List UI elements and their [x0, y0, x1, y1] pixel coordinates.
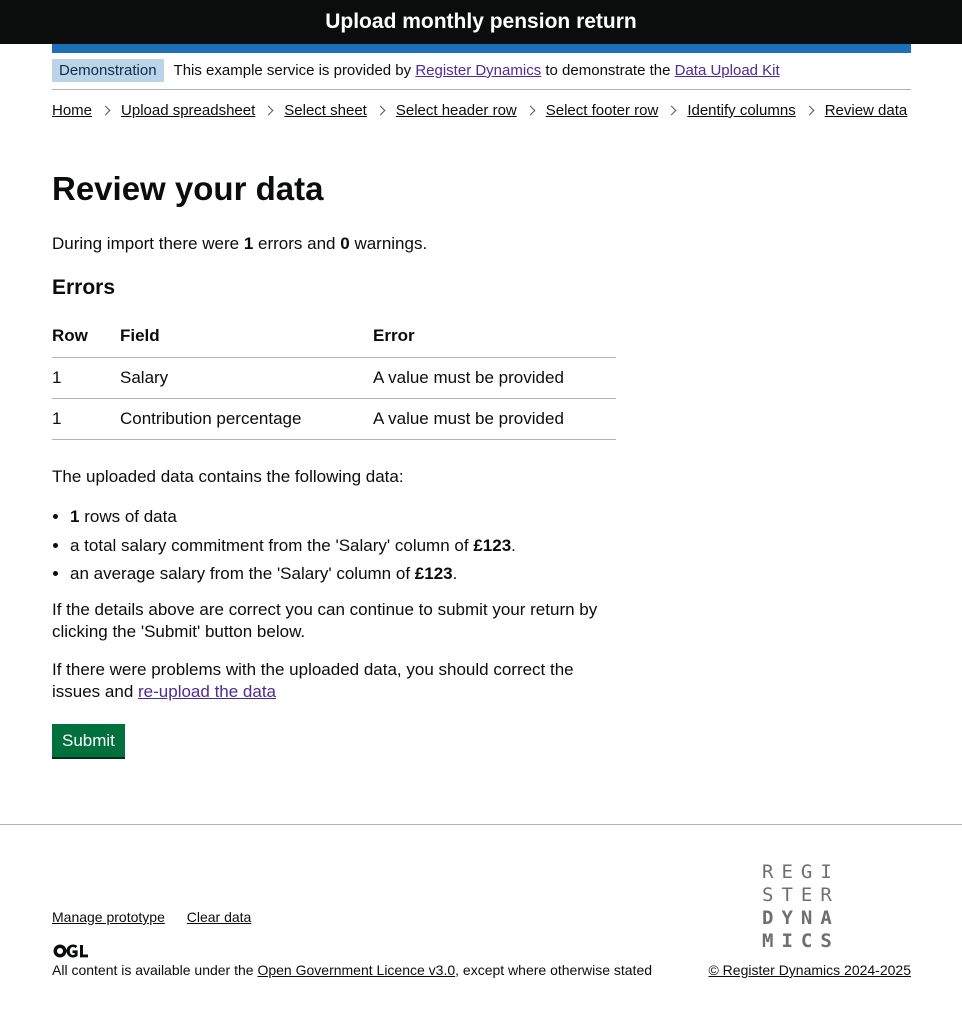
licence-text: All content is available under the Open Government Licence v3.0, except where otherwise stated	[52, 962, 653, 978]
cell-field: Contribution percentage	[120, 399, 373, 440]
phase-banner	[52, 53, 911, 90]
copyright-link[interactable]: © Register Dynamics 2024-2025	[708, 962, 911, 978]
column-header-error: Error	[373, 318, 616, 358]
chevron-right-icon	[264, 106, 274, 116]
error-count: 1	[243, 234, 254, 254]
breadcrumb-identify-columns[interactable]: Identify columns	[687, 102, 796, 119]
list-item: • an average salary from the 'Salary' column of £123.	[70, 563, 911, 584]
table-row	[52, 358, 616, 399]
data-upload-kit-link[interactable]: Data Upload Kit	[674, 62, 780, 79]
ogl-licence-link[interactable]: Open Government Licence v3.0	[257, 962, 456, 978]
data-facts-list	[52, 506, 911, 584]
breadcrumb	[52, 102, 911, 119]
header-blue-bar	[52, 44, 911, 53]
reupload-instructions: If there were problems with the uploaded data, you should correct the issues and re-upload the data	[52, 659, 574, 702]
warning-count: 0	[340, 234, 350, 254]
breadcrumb-select-footer-row[interactable]: Select footer row	[545, 102, 659, 119]
list-item: • a total salary commitment from the 'Salary' column of £123.	[70, 535, 911, 556]
ogl-logo-icon	[52, 943, 88, 959]
register-dynamics-link[interactable]: Register Dynamics	[415, 62, 542, 79]
service-header	[0, 0, 962, 44]
errors-heading: Errors	[52, 276, 116, 300]
phase-tag: Demonstration	[52, 59, 164, 82]
errors-table	[52, 318, 616, 440]
table-row	[52, 399, 616, 440]
data-summary-lead: The uploaded data contains the following data:	[52, 467, 404, 487]
column-header-row: Row	[52, 318, 120, 358]
submit-button[interactable]: Submit	[52, 724, 125, 757]
reupload-link[interactable]: re-upload the data	[138, 682, 277, 702]
clear-data-link[interactable]: Clear data	[186, 909, 252, 925]
import-summary: During import there were 1 errors and 0 warnings.	[52, 234, 428, 254]
phase-text: This example service is provided by Register Dynamics to demonstrate the Data Upload Kit	[173, 62, 780, 79]
cell-row: 1	[52, 358, 120, 399]
chevron-right-icon	[804, 106, 814, 116]
chevron-right-icon	[525, 106, 535, 116]
table-header-row	[52, 318, 616, 358]
cell-error: A value must be provided	[373, 358, 616, 399]
submit-instructions: If the details above are correct you can continue to submit your return by clicking the 'Submit' button below.	[52, 600, 598, 642]
breadcrumb-review-data[interactable]: Review data	[824, 102, 908, 119]
manage-prototype-link[interactable]: Manage prototype	[52, 909, 165, 925]
chevron-right-icon	[667, 106, 677, 116]
chevron-right-icon	[375, 106, 385, 116]
breadcrumb-select-header-row[interactable]: Select header row	[395, 102, 517, 119]
cell-error: A value must be provided	[373, 399, 616, 440]
cell-row: 1	[52, 399, 120, 440]
chevron-right-icon	[101, 106, 111, 116]
list-item: • 1 rows of data	[70, 506, 911, 527]
page-title: Review your data	[52, 170, 324, 207]
footer	[0, 824, 962, 1014]
footer-links	[52, 909, 269, 925]
breadcrumb-home[interactable]: Home	[52, 102, 93, 119]
register-dynamics-logo: REGI STER DYNA MICS	[762, 861, 840, 952]
service-title[interactable]: Upload monthly pension return	[325, 10, 637, 33]
breadcrumb-select-sheet[interactable]: Select sheet	[284, 102, 367, 119]
column-header-field: Field	[120, 318, 373, 358]
cell-field: Salary	[120, 358, 373, 399]
breadcrumb-upload-spreadsheet[interactable]: Upload spreadsheet	[121, 102, 256, 119]
